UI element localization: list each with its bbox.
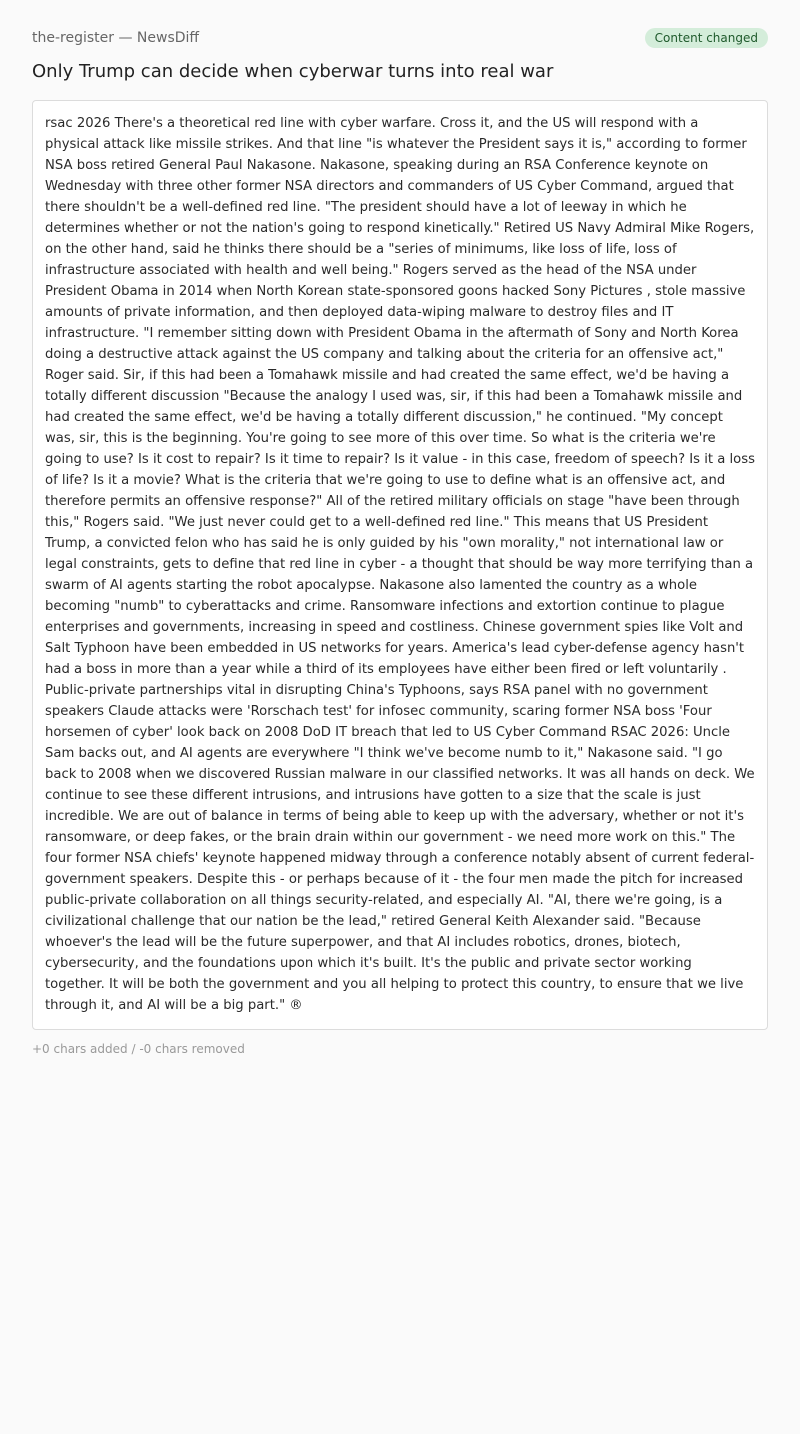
article-body: rsac 2026 There's a theoretical red line with cyber warfare. Cross it, and the US will respond with a physical attack like missile strikes. And that line "is whatever the President says it is," according to former NSA boss retired General Paul Nakasone. Nakasone, speaking during an RSA Conference keynote on Wednesday with three other former NSA directors and commanders of US Cyber Command, argued that there shouldn't be a well-defined red line. "The president should have a lot of leeway in which he determines whether or not the nation's going to respond kinetically." Retired US Navy Admiral Mike Rogers, on the other hand, said he thinks there should be a "series of minimums, like loss of life, loss of infrastructure associated with health and well being." Rogers served as the head of the NSA under President Obama in 2014 when North Korean state-sponsored goons hacked Sony Pictures , stole massive amounts of private information, and then deployed data-wiping malware to destroy files and IT infrastructure. "I remember sitting down with President Obama in the aftermath of Sony and North Korea doing a destructive attack against the US company and talking about the criteria for an offensive act," Roger said. Sir, if this had been a Tomahawk missile and had created the same effect, we'd be having a totally different discussion "Because the analogy I used was, sir, if this had been a Tomahawk missile and had created the same effect, we'd be having a totally different discussion," he continued. "My concept was, sir, this is the beginning. You're going to see more of this over time. So what is the criteria we're going to use? Is it cost to repair? Is it time to repair? Is it value - in this case, freedom of speech? Is it a loss of life? Is it a movie? What is the criteria that we're going to use to define what is an offensive act, and therefore permits an offensive response?" All of the retired military officials on stage "have been through this," Rogers said. "We just never could get to a well-defined red line." This means that US President Trump, a convicted felon who has said he is only guided by his "own morality," not international law or legal constraints, gets to define that red line in cyber - a thought that should be way more terrifying than a swarm of AI agents starting the robot apocalypse. Nakasone also lamented the country as a whole becoming "numb" to cyberattacks and crime. Ransomware infections and extortion continue to plague enterprises and governments, increasing in speed and costliness. Chinese government spies like Volt and Salt Typhoon have been embedded in US networks for years. America's lead cyber-defense agency hasn't had a boss in more than a year while a third of its employees have either been fired or left voluntarily . Public-private partnerships vital in disrupting China's Typhoons, says RSA panel with no government speakers Claude attacks were 'Rorschach test' for infosec community, scaring former NSA boss 'Four horsemen of cyber' look back on 2008 DoD IT breach that led to US Cyber Command RSAC 2026: Uncle Sam backs out, and AI agents are everywhere "I think we've become numb to it," Nakasone said. "I go back to 2008 when we discovered Russian malware in our classified networks. It was all hands on deck. We continue to see these different intrusions, and intrusions have gotten to a size that the scale is just incredible. We are out of balance in terms of being able to keep up with the adversary, whether or not it's ransomware, or deep fakes, or the brain drain within our government - we need more work on this." The four former NSA chiefs' keynote happened midway through a conference notably absent of current federal-government speakers. Despite this - or perhaps because of it - the four men made the pitch for increased public-private collaboration on all things security-related, and especially AI. "AI, there we're going, is a civilizational challenge that our nation be the lead," retired General Keith Alexander said. "Because whoever's the lead will be the future superpower, and that AI includes robotics, drones, biotech, cybersecurity, and the foundations upon which it's built. It's the public and private sector working together. It will be both the government and you all helping to protect this country, to ensure that we live through it, and AI will be a big part." ® (32, 100, 768, 1030)
page-title: Only Trump can decide when cyberwar turns into real war (32, 61, 554, 82)
source-label: the-register — NewsDiff (32, 30, 200, 46)
diff-stats: +0 chars added / -0 chars removed (32, 1042, 245, 1056)
page (32, 0, 768, 1056)
status-badge: Content changed (645, 28, 768, 48)
header-row (32, 28, 768, 48)
